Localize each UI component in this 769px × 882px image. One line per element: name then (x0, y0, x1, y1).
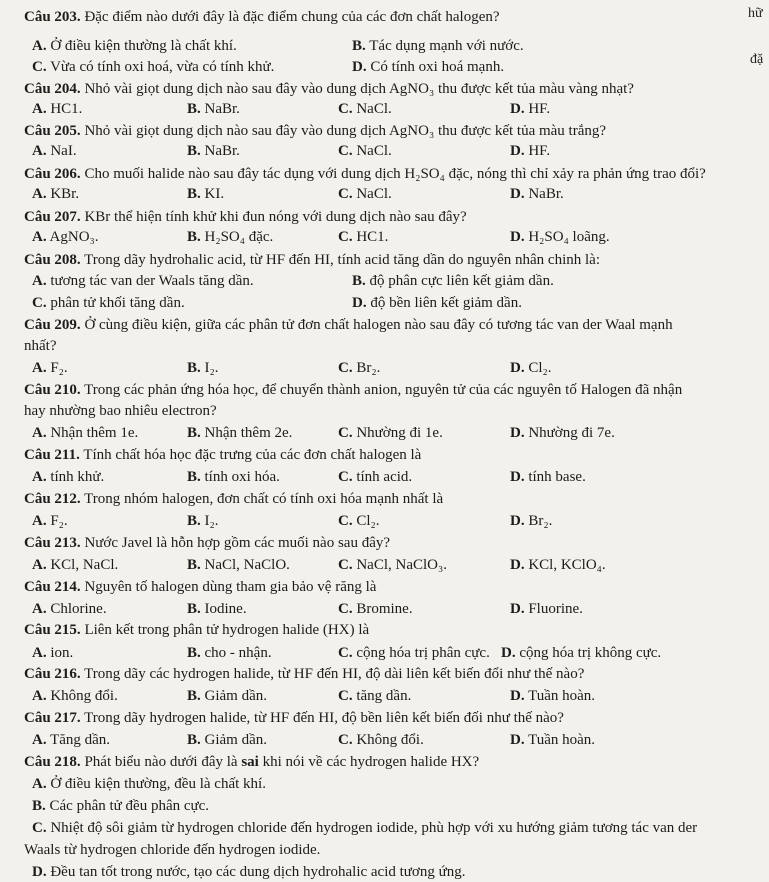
answer-row (24, 294, 764, 313)
answer-line (24, 775, 764, 794)
question-text: Tính chất hóa học đặc trưng của các đơn chất halogen là (83, 447, 422, 463)
option-text: Waals từ hydrogen chloride đến hydrogen iodide. (24, 842, 321, 858)
option-text: cho - nhận. (204, 645, 272, 661)
answer-option (32, 185, 79, 204)
answer-row (24, 359, 764, 378)
option-text: HC1. (356, 229, 389, 245)
option-text: Nhiệt độ sôi giảm từ hydrogen chloride đến hydrogen iodide, phù hợp với xu hướng giảm tương tác van der (50, 820, 698, 836)
option-text: NaBr. (204, 101, 240, 117)
answer-row (24, 100, 764, 119)
option-text: Nhận thêm 2e. (204, 425, 293, 441)
answer-line (24, 841, 764, 860)
answer-option (187, 424, 292, 443)
option-text: HF. (528, 143, 551, 159)
option-label: C. (338, 143, 353, 159)
option-text: độ phân cực liên kết giảm dần. (369, 273, 554, 289)
option-text: phân tử khối tăng dần. (50, 295, 185, 311)
option-label: B. (187, 732, 201, 748)
option-label: B. (187, 469, 201, 485)
option-text: NaBr. (528, 186, 564, 202)
answer-option (510, 359, 552, 378)
option-text: tăng dần. (356, 688, 412, 704)
question-number: Câu 213. (24, 535, 81, 551)
question-stem (24, 80, 764, 99)
answer-row (24, 185, 764, 204)
answer-option (510, 512, 552, 531)
question-number: Câu 208. (24, 252, 81, 268)
question-text: Phát biểu nào dưới đây là (84, 754, 242, 770)
option-label: C. (338, 425, 353, 441)
answer-option (32, 100, 82, 119)
option-text: tính acid. (356, 469, 413, 485)
question-stem-continued: hay nhường bao nhiêu electron? (24, 403, 217, 419)
answer-option (32, 556, 118, 575)
answer-option (32, 58, 274, 77)
answer-option (338, 468, 412, 487)
question-stem (24, 251, 764, 270)
option-label: D. (510, 143, 525, 159)
option-label: A. (32, 732, 47, 748)
option-label: B. (187, 229, 201, 245)
option-label: D. (510, 688, 525, 704)
answer-option (24, 841, 320, 860)
question-stem (24, 381, 764, 400)
option-text: Nhường đi 1e. (356, 425, 443, 441)
option-label: B. (187, 360, 201, 376)
option-text: tương tác van der Waals tăng dần. (50, 273, 254, 289)
answer-option (32, 468, 104, 487)
answer-option (338, 228, 388, 247)
cropped-edge-text: đặ (750, 52, 764, 67)
question-text: Đặc điểm nào dưới đây là đặc điểm chung của các đơn chất halogen? (84, 9, 500, 25)
cropped-edge-text: hữ (748, 6, 763, 21)
option-text: NaBr. (204, 143, 240, 159)
question-number: Câu 217. (24, 710, 81, 726)
option-text: Không đổi. (50, 688, 118, 704)
option-text: NaCl. (356, 186, 392, 202)
option-text: NaCl. (356, 143, 392, 159)
option-label: A. (32, 360, 47, 376)
option-label: D. (510, 360, 525, 376)
option-label: C. (338, 688, 353, 704)
option-text: HC1. (50, 101, 83, 117)
option-label: A. (32, 776, 47, 792)
option-text: Ở điều kiện thường là chất khí. (50, 38, 237, 54)
question-stem (24, 534, 764, 553)
answer-row (24, 512, 764, 531)
option-label: A. (32, 688, 47, 704)
option-text: KI. (204, 186, 225, 202)
answer-row (24, 272, 764, 291)
answer-row (24, 644, 764, 663)
option-text: Đều tan tốt trong nước, tạo các dung dịch hydrohalic acid tương ứng. (50, 864, 466, 880)
answer-option (338, 644, 490, 663)
option-label: B. (187, 425, 201, 441)
option-label: D. (501, 645, 516, 661)
option-text: AgNO₃. (49, 229, 99, 245)
option-label: B. (187, 101, 201, 117)
answer-option (510, 424, 615, 443)
answer-option (352, 58, 504, 77)
answer-option (32, 819, 697, 838)
question-stem (24, 665, 764, 684)
answer-option (32, 775, 266, 794)
answer-option (352, 37, 524, 56)
option-label: D. (352, 295, 367, 311)
answer-option (32, 294, 185, 313)
option-text: H₂SO₄ đặc. (204, 229, 274, 245)
question-text: Ở cùng điều kiện, giữa các phân tử đơn chất halogen nào sau đây có tương tác van der Waal mạnh (84, 317, 673, 333)
option-text: NaCl. (356, 101, 392, 117)
answer-option (510, 600, 583, 619)
option-text: NaCl, NaClO. (204, 557, 290, 573)
answer-row (24, 731, 764, 750)
option-label: B. (187, 513, 201, 529)
answer-option (510, 468, 586, 487)
option-text: HF. (528, 101, 551, 117)
question-stem-continued: nhất? (24, 338, 57, 354)
question-stem (24, 578, 764, 597)
question-number: Câu 214. (24, 579, 81, 595)
answer-option (352, 294, 522, 313)
answer-option (32, 512, 68, 531)
answer-option (510, 185, 564, 204)
question-stem (24, 316, 764, 335)
option-text: Vừa có tính oxi hoá, vừa có tính khử. (50, 59, 275, 75)
answer-option (338, 731, 424, 750)
answer-option (32, 228, 99, 247)
option-text: NaCl, NaClO₃. (356, 557, 447, 573)
option-text: KBr. (50, 186, 80, 202)
option-text: tính oxi hóa. (204, 469, 280, 485)
option-label: A. (32, 273, 47, 289)
question-stem (24, 621, 764, 640)
answer-row (24, 556, 764, 575)
answer-option (187, 228, 273, 247)
question-text: Liên kết trong phân tử hydrogen halide (HX) là (84, 622, 370, 638)
answer-option (338, 424, 443, 443)
option-text: tính khử. (50, 469, 105, 485)
question-text: Nguyên tố halogen dùng tham gia bảo vệ răng là (84, 579, 377, 595)
answer-row (24, 600, 764, 619)
option-label: D. (510, 601, 525, 617)
option-label: D. (32, 864, 47, 880)
question-number: Câu 212. (24, 491, 81, 507)
option-label: A. (32, 557, 47, 573)
option-label: A. (32, 143, 47, 159)
question-number: Câu 205. (24, 123, 81, 139)
option-label: D. (510, 101, 525, 117)
question-stem (24, 446, 764, 465)
question-stem (24, 8, 764, 27)
answer-option (32, 142, 77, 161)
option-label: B. (352, 38, 366, 54)
question-stem (24, 165, 764, 184)
option-text: Br₂. (356, 360, 381, 376)
question-text: KBr thể hiện tính khử khi đun nóng với dung dịch nào sau đây? (84, 209, 467, 225)
answer-row (24, 37, 764, 56)
question-stem (24, 122, 764, 141)
option-label: B. (32, 798, 46, 814)
option-text: Fluorine. (528, 601, 583, 617)
answer-option (32, 424, 138, 443)
option-label: C. (32, 295, 47, 311)
question-number: Câu 210. (24, 382, 81, 398)
option-label: C. (32, 820, 47, 836)
answer-option (510, 556, 606, 575)
answer-option (32, 731, 110, 750)
option-label: B. (187, 186, 201, 202)
question-text: Trong nhóm halogen, đơn chất có tính oxi hóa mạnh nhất là (84, 491, 444, 507)
option-label: D. (510, 469, 525, 485)
answer-option (338, 556, 447, 575)
option-label: A. (32, 425, 47, 441)
question-number: Câu 211. (24, 447, 80, 463)
option-text: I₂. (204, 513, 219, 529)
answer-option (187, 100, 240, 119)
answer-option (187, 600, 247, 619)
question-number: Câu 209. (24, 317, 81, 333)
answer-option (510, 142, 550, 161)
option-label: D. (510, 229, 525, 245)
question-emphasis: sai (241, 754, 259, 770)
answer-option (32, 272, 254, 291)
option-label: C. (338, 513, 353, 529)
question-text: Cho muối halide nào sau đây tác dụng với dung dịch H₂SO₄ đặc, nóng thì chỉ xảy ra phản ứng trao đổi? (84, 166, 706, 182)
question-number: Câu 215. (24, 622, 81, 638)
option-text: Có tính oxi hoá mạnh. (370, 59, 505, 75)
answer-row (24, 58, 764, 77)
answer-option (510, 687, 595, 706)
answer-line (24, 819, 764, 838)
option-label: D. (510, 557, 525, 573)
question-text: Nước Javel là hỗn hợp gồm các muối nào sau đây? (84, 535, 391, 551)
option-label: C. (338, 601, 353, 617)
answer-option (510, 731, 595, 750)
option-text: độ bền liên kết giảm dần. (370, 295, 522, 311)
answer-option (338, 359, 380, 378)
option-text: F₂. (50, 360, 68, 376)
option-label: A. (32, 229, 47, 245)
option-label: C. (338, 101, 353, 117)
answer-option (187, 468, 280, 487)
answer-option (187, 185, 224, 204)
option-text: Iodine. (204, 601, 247, 617)
answer-option (187, 512, 219, 531)
option-label: D. (510, 425, 525, 441)
option-text: cộng hóa trị không cực. (519, 645, 662, 661)
answer-option (338, 100, 392, 119)
option-label: A. (32, 469, 47, 485)
option-label: A. (32, 101, 47, 117)
option-label: C. (338, 360, 353, 376)
answer-option (32, 37, 237, 56)
answer-option (338, 687, 411, 706)
question-number: Câu 204. (24, 81, 81, 97)
option-text: Cl₂. (356, 513, 380, 529)
answer-option (338, 185, 392, 204)
question-stem (24, 490, 764, 509)
option-text: Chlorine. (50, 601, 107, 617)
option-text: tính base. (528, 469, 586, 485)
option-text: Br₂. (528, 513, 553, 529)
question-stem (24, 753, 764, 772)
option-text: Giảm dần. (204, 688, 267, 704)
option-text: Bromine. (356, 601, 413, 617)
answer-option (510, 100, 550, 119)
answer-option (510, 228, 610, 247)
option-text: Nhường đi 7e. (528, 425, 615, 441)
question-text: Nhỏ vài giọt dung dịch nào sau đây vào dung dịch AgNO₃ thu được kết tủa màu vàng nhạt? (84, 81, 634, 97)
option-label: D. (352, 59, 367, 75)
option-text: Các phân tử đều phân cực. (49, 798, 210, 814)
option-text: Tuần hoàn. (528, 688, 596, 704)
question-text: khi nói về các hydrogen halide HX? (258, 754, 480, 770)
answer-option (338, 600, 413, 619)
answer-row (24, 228, 764, 247)
option-label: D. (510, 513, 525, 529)
answer-row (24, 468, 764, 487)
option-label: C. (338, 229, 353, 245)
option-text: NaI. (50, 143, 77, 159)
option-label: A. (32, 38, 47, 54)
option-text: Giảm dần. (204, 732, 267, 748)
question-text: Trong dãy hydrogen halide, từ HF đến HI, độ bền liên kết biến đối như thế nào? (84, 710, 564, 726)
option-label: B. (187, 143, 201, 159)
option-label: B. (187, 645, 201, 661)
option-label: C. (338, 469, 353, 485)
option-label: D. (510, 186, 525, 202)
question-number: Câu 218. (24, 754, 81, 770)
option-text: Không đổi. (356, 732, 424, 748)
option-text: ion. (50, 645, 74, 661)
option-label: B. (187, 688, 201, 704)
option-label: C. (32, 59, 47, 75)
answer-option (187, 644, 272, 663)
answer-option (187, 142, 240, 161)
option-label: C. (338, 557, 353, 573)
answer-option (338, 512, 380, 531)
answer-row (24, 424, 764, 443)
answer-option (32, 797, 209, 816)
option-label: A. (32, 645, 47, 661)
question-text: Trong dãy hydrohalic acid, từ HF đến HI, tính acid tăng dần do nguyên nhân chinh là: (84, 252, 600, 268)
option-text: Cl₂. (528, 360, 552, 376)
option-text: H₂SO₄ loãng. (528, 229, 610, 245)
option-text: KCl, NaCl. (50, 557, 119, 573)
answer-option (501, 644, 661, 663)
option-label: A. (32, 186, 47, 202)
option-label: A. (32, 601, 47, 617)
answer-option (32, 600, 107, 619)
option-label: B. (187, 601, 201, 617)
option-text: Tuần hoàn. (528, 732, 596, 748)
option-label: C. (338, 732, 353, 748)
question-stem (24, 208, 764, 227)
question-stem (24, 709, 764, 728)
answer-line (24, 797, 764, 816)
answer-option (187, 359, 219, 378)
answer-option (32, 687, 118, 706)
answer-option (187, 731, 267, 750)
answer-row (24, 142, 764, 161)
option-text: I₂. (204, 360, 219, 376)
question-number: Câu 207. (24, 209, 81, 225)
option-text: Tác dụng mạnh với nước. (369, 38, 524, 54)
answer-option (352, 272, 554, 291)
option-text: Ở điều kiện thường, đều là chất khí. (50, 776, 266, 792)
option-text: KCl, KClO₄. (528, 557, 606, 573)
question-number: Câu 216. (24, 666, 81, 682)
option-text: Tăng dần. (50, 732, 111, 748)
answer-option (32, 359, 68, 378)
answer-row (24, 687, 764, 706)
option-label: D. (510, 732, 525, 748)
question-text: Trong các phản ứng hóa học, để chuyển thành anion, nguyên tử của các nguyên tố Halogen đã nhận (84, 382, 683, 398)
option-text: cộng hóa trị phân cực. (356, 645, 490, 661)
option-label: B. (352, 273, 366, 289)
answer-option (338, 142, 392, 161)
answer-option (187, 687, 267, 706)
option-label: C. (338, 645, 353, 661)
question-number: Câu 203. (24, 9, 81, 25)
question-text: Trong dãy các hydrogen halide, từ HF đến HI, độ dài liên kết biến đổi như thế nào? (84, 666, 585, 682)
answer-option (32, 644, 73, 663)
question-number: Câu 206. (24, 166, 81, 182)
question-text: Nhỏ vài giọt dung dịch nào sau đây vào dung dịch AgNO₃ thu được kết tủa màu trắng? (84, 123, 607, 139)
option-label: B. (187, 557, 201, 573)
option-label: A. (32, 513, 47, 529)
answer-option (187, 556, 290, 575)
option-text: Nhận thêm 1e. (50, 425, 139, 441)
option-text: F₂. (50, 513, 68, 529)
option-label: C. (338, 186, 353, 202)
